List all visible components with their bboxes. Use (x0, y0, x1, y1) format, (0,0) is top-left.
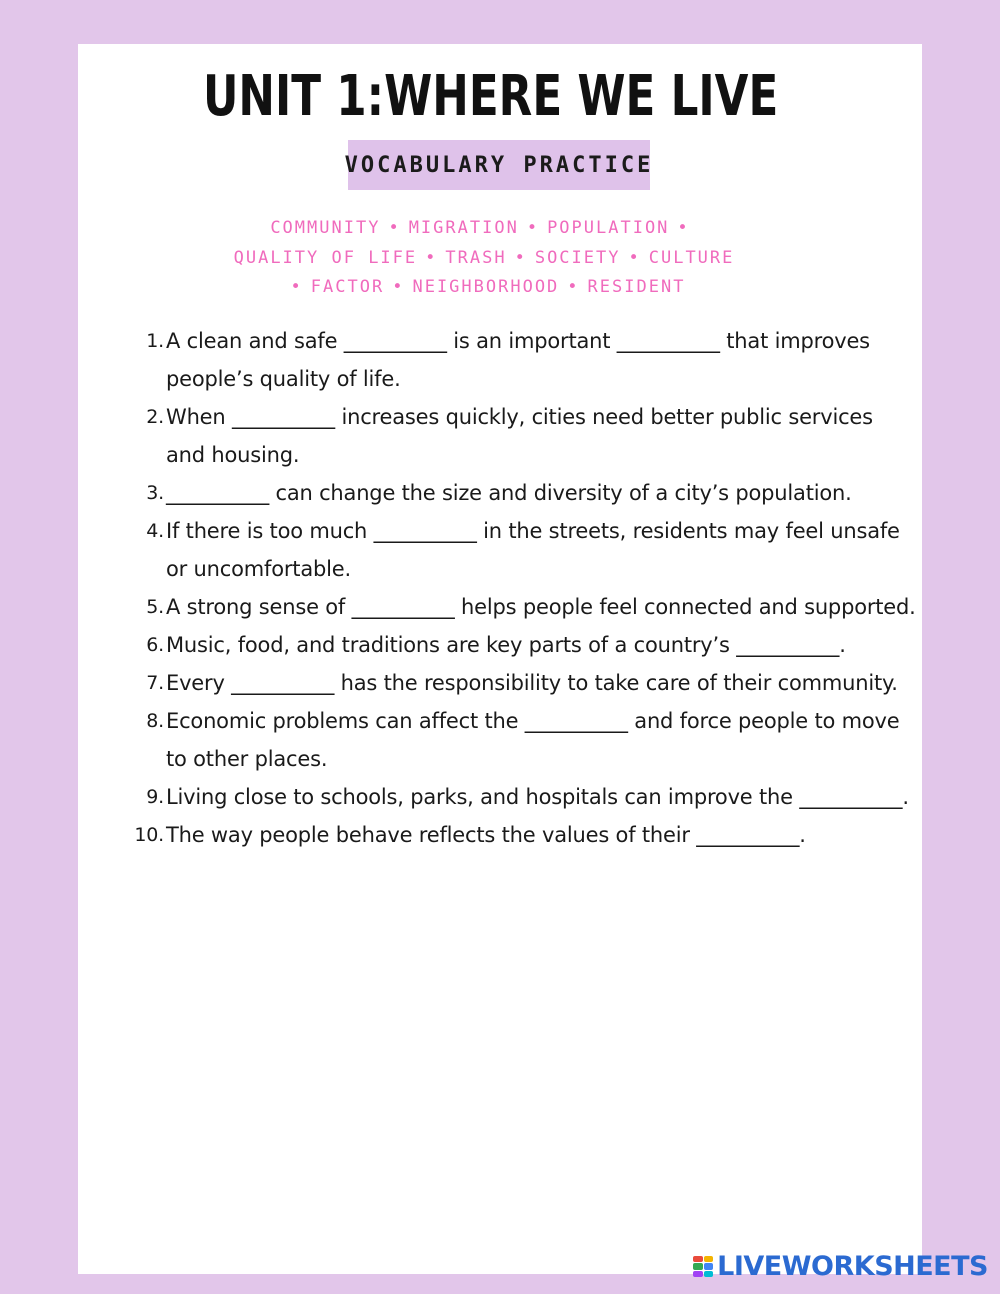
question-item (126, 664, 916, 702)
question-number: 6. (146, 634, 164, 656)
question-text: A clean and safe __________ is an important __________ that improves people’s quality of life. (166, 329, 870, 391)
liveworksheets-logo-icon (693, 1256, 713, 1278)
question-text: If there is too much __________ in the streets, residents may feel unsafe or uncomfortable. (166, 519, 900, 581)
logo-text: LIVEWORKSHEETS (717, 1251, 988, 1282)
question-text: Music, food, and traditions are key parts of a country’s __________. (166, 633, 846, 657)
word-bank-line (78, 273, 890, 303)
word-separator: • (514, 247, 527, 268)
word-separator: • (425, 247, 438, 268)
word-bank-term: SOCIETY (534, 247, 621, 268)
question-list (126, 322, 916, 854)
word-bank-term: QUALITY OF LIFE (233, 247, 418, 268)
liveworksheets-logo[interactable] (693, 1251, 988, 1282)
question-item (126, 398, 916, 474)
word-bank-term: MIGRATION (408, 218, 519, 238)
question-item (126, 816, 916, 854)
question-item (126, 322, 916, 398)
question-text: Every __________ has the responsibility to take care of their community. (166, 671, 898, 695)
question-text: The way people behave reflects the values of their __________. (166, 823, 806, 847)
question-item (126, 778, 916, 816)
question-text: __________ can change the size and diversity of a city’s population. (166, 481, 852, 505)
question-text: Living close to schools, parks, and hospitals can improve the __________. (166, 785, 909, 809)
word-bank-term: COMMUNITY (270, 218, 381, 238)
subtitle-banner (344, 140, 654, 190)
subtitle: VOCABULARY PRACTICE (344, 152, 654, 178)
question-item (126, 702, 916, 778)
word-separator: • (392, 277, 405, 297)
worksheet-page (78, 44, 922, 1274)
question-item (126, 588, 916, 626)
question-item (126, 512, 916, 588)
question-item (126, 474, 916, 512)
word-separator: • (628, 247, 641, 268)
question-number: 5. (146, 596, 164, 618)
question-number: 1. (146, 330, 164, 352)
word-separator: • (388, 218, 401, 238)
question-number: 3. (146, 482, 164, 504)
logo-mark-square (693, 1263, 703, 1270)
question-number: 7. (146, 672, 164, 694)
question-item (126, 626, 916, 664)
word-bank-term: FACTOR (310, 277, 385, 297)
word-bank-line (78, 244, 890, 274)
word-separator: • (526, 218, 540, 238)
word-separator: • (677, 218, 690, 238)
logo-mark-square (693, 1271, 703, 1278)
logo-mark-square (704, 1263, 714, 1270)
word-separator: • (290, 277, 303, 297)
logo-mark-square (693, 1256, 703, 1263)
question-text: When __________ increases quickly, cities need better public services and housing. (166, 405, 873, 467)
logo-mark-square (704, 1271, 714, 1278)
word-bank-term: RESIDENT (587, 277, 686, 297)
question-text: Economic problems can affect the __________ and force people to move to other places. (166, 709, 900, 771)
word-bank-line (78, 214, 890, 244)
question-number: 4. (146, 520, 164, 542)
logo-mark-square (704, 1256, 714, 1263)
question-number: 9. (146, 786, 164, 808)
word-bank-term: NEIGHBORHOOD (412, 277, 560, 297)
question-number: 2. (146, 406, 164, 428)
question-number: 10. (134, 824, 164, 846)
page-title: UNIT 1:WHERE WE LIVE (202, 64, 779, 129)
word-bank-term: TRASH (445, 247, 507, 268)
question-number: 8. (146, 710, 164, 732)
word-separator: • (567, 277, 580, 297)
word-bank (78, 214, 922, 303)
question-text: A strong sense of __________ helps people feel connected and supported. (166, 595, 916, 619)
word-bank-term: POPULATION (547, 218, 670, 238)
word-bank-term: CULTURE (648, 247, 735, 268)
